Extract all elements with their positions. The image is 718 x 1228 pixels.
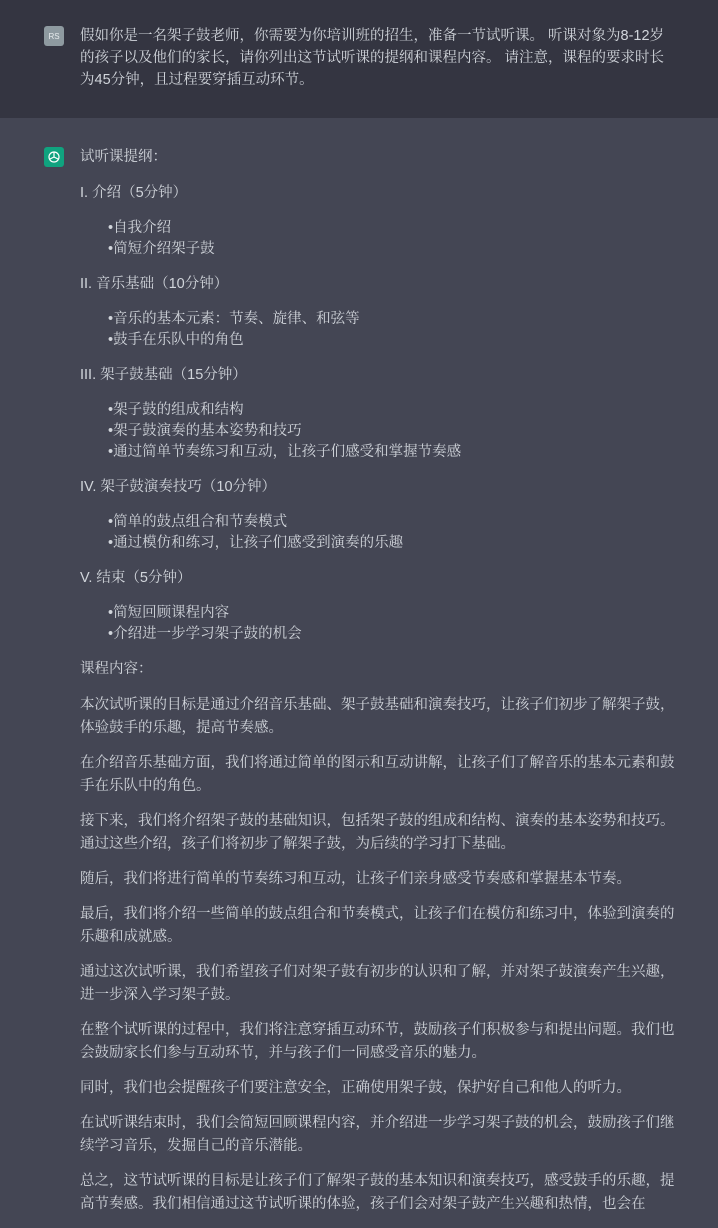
user-avatar: RS xyxy=(44,26,64,46)
outline-section-title: I. 介绍（5分钟） xyxy=(80,185,188,201)
user-message xyxy=(0,0,718,118)
content-paragraph: 在介绍音乐基础方面，我们将通过简单的图示和互动讲解，让孩子们了解音乐的基本元素和鼓手在乐队中的角色。 xyxy=(80,755,675,794)
outline-bullet-list xyxy=(80,218,678,260)
outline-title: 试听课提纲： xyxy=(80,149,167,165)
outline-bullet-item: •架子鼓演奏的基本姿势和技巧 xyxy=(108,423,302,439)
content-paragraph: 随后，我们将进行简单的节奏练习和互动，让孩子们亲身感受节奏感和掌握基本节奏。 xyxy=(80,871,631,887)
outline-bullet-item: •介绍进一步学习架子鼓的机会 xyxy=(108,626,302,642)
outline-bullet-item: •简单的鼓点组合和节奏模式 xyxy=(108,514,288,530)
user-message-text: 假如你是一名架子鼓老师，你需要为你培训班的招生，准备一节试听课。 听课对象为8-12岁的孩子以及他们的家长，请你列出这节试听课的提纲和课程内容。 请注意，课程的要求时长为45分钟，且过程要穿插互动环节。 xyxy=(80,28,665,88)
outline-bullet-list xyxy=(80,400,678,463)
outline-section-title: V. 结束（5分钟） xyxy=(80,570,192,586)
outline-bullet-item: •通过模仿和练习，让孩子们感受到演奏的乐趣 xyxy=(108,535,404,551)
content-paragraph: 总之，这节试听课的目标是让孩子们了解架子鼓的基本知识和演奏技巧，感受鼓手的乐趣，提高节奏感。我们相信通过这节试听课的体验，孩子们会对架子鼓产生兴趣和热情，也会在 xyxy=(80,1173,675,1212)
content-paragraph: 通过这次试听课，我们希望孩子们对架子鼓有初步的认识和了解，并对架子鼓演奏产生兴趣，进一步深入学习架子鼓。 xyxy=(80,964,675,1003)
outline-bullet-list xyxy=(80,603,678,645)
content-paragraph: 在试听课结束时，我们会简短回顾课程内容，并介绍进一步学习架子鼓的机会，鼓励孩子们继续学习音乐，发掘自己的音乐潜能。 xyxy=(80,1115,675,1154)
outline-bullet-item: •鼓手在乐队中的角色 xyxy=(108,332,244,348)
outline-bullet-item: •简短介绍架子鼓 xyxy=(108,241,215,257)
content-paragraph: 最后，我们将介绍一些简单的鼓点组合和节奏模式，让孩子们在模仿和练习中，体验到演奏的乐趣和成就感。 xyxy=(80,906,675,945)
content-paragraph: 本次试听课的目标是通过介绍音乐基础、架子鼓基础和演奏技巧，让孩子们初步了解架子鼓，体验鼓手的乐趣，提高节奏感。 xyxy=(80,697,675,736)
outline-bullet-item: •通过简单节奏练习和互动，让孩子们感受和掌握节奏感 xyxy=(108,444,462,460)
content-paragraph: 同时，我们也会提醒孩子们要注意安全，正确使用架子鼓，保护好自己和他人的听力。 xyxy=(80,1080,631,1096)
outline-bullet-list xyxy=(80,309,678,351)
assistant-message xyxy=(0,118,718,1228)
outline-bullet-item: •音乐的基本元素：节奏、旋律、和弦等 xyxy=(108,311,360,327)
outline-bullet-item: •架子鼓的组成和结构 xyxy=(108,402,244,418)
content-paragraph: 在整个试听课的过程中，我们将注意穿插互动环节，鼓励孩子们积极参与和提出问题。我们也会鼓励家长们参与互动环节，并与孩子们一同感受音乐的魅力。 xyxy=(80,1022,675,1061)
chatgpt-logo-icon xyxy=(44,147,64,167)
content-paragraph: 接下来，我们将介绍架子鼓的基础知识，包括架子鼓的组成和结构、演奏的基本姿势和技巧。通过这些介绍，孩子们将初步了解架子鼓，为后续的学习打下基础。 xyxy=(80,813,675,852)
outline-bullet-item: •自我介绍 xyxy=(108,220,172,236)
outline-section-title: II. 音乐基础（10分钟） xyxy=(80,276,229,292)
outline-bullet-list xyxy=(80,512,678,554)
outline-section-title: III. 架子鼓基础（15分钟） xyxy=(80,367,247,383)
outline-section-title: IV. 架子鼓演奏技巧（10分钟） xyxy=(80,479,277,495)
content-title: 课程内容： xyxy=(80,661,153,677)
outline-bullet-item: •简短回顾课程内容 xyxy=(108,605,230,621)
